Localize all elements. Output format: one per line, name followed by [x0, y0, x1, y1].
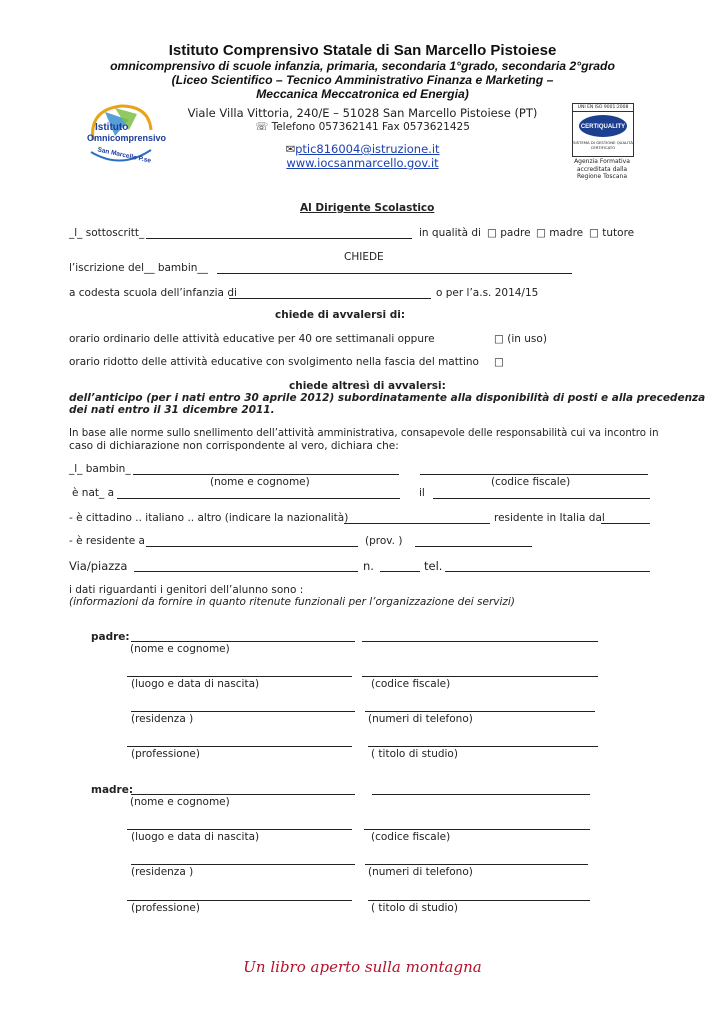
logo-text-3: San Marcello P.se — [96, 146, 152, 165]
madre-cf-field[interactable] — [364, 829, 590, 830]
cert-standard: UNI EN ISO 9001:2008 — [573, 104, 633, 112]
padre-luogo-caption: (luogo e data di nascita) — [131, 678, 260, 690]
scuola-field[interactable] — [229, 298, 431, 299]
madre-cf-caption: (codice fiscale) — [371, 831, 451, 843]
il-label: il — [419, 487, 425, 499]
option-madre[interactable] — [536, 227, 583, 239]
logo-text-2: Omnicomprensivo — [87, 133, 167, 143]
padre-tel-field[interactable] — [365, 711, 595, 712]
residente-italia-field[interactable] — [601, 523, 650, 524]
checkbox-icon[interactable]: □ — [536, 227, 546, 239]
madre-tel-field[interactable] — [365, 864, 588, 865]
bambino-nome-field[interactable] — [133, 474, 399, 475]
genitori-line-2: (informazioni da fornire in quanto ritenute funzionali per l’organizzazione dei servizi) — [69, 596, 515, 608]
bambino-cf-field[interactable] — [420, 474, 648, 475]
option-madre-label: madre — [549, 227, 584, 239]
padre-cf-caption: (codice fiscale) — [371, 678, 451, 690]
school-subtitle-1: omnicomprensivo di scuole infanzia, primaria, secondaria 1°grado, secondaria 2°grado — [110, 59, 615, 73]
option-tutore[interactable] — [589, 227, 634, 239]
numero-label: n. — [363, 559, 374, 573]
school-logo — [85, 100, 167, 170]
checkbox-icon[interactable]: □ — [589, 227, 599, 239]
school-subtitle-2: (Liceo Scientifico – Tecnico Amministrativo Finanza e Marketing – — [171, 73, 554, 87]
certification-logo — [572, 103, 634, 157]
school-website-row — [150, 156, 575, 170]
padre-titolo-caption: ( titolo di studio) — [371, 748, 458, 760]
anticipo-line-2: dei nati entro il 31 dicembre 2011. — [69, 404, 275, 416]
cert-caption: SISTEMA DI GESTIONE QUALITÀ CERTIFICATO — [573, 140, 633, 150]
altresi-heading: chiede altresì di avvalersi: — [289, 380, 446, 392]
madre-professione-field[interactable] — [127, 900, 352, 901]
padre-residenza-caption: (residenza ) — [131, 713, 194, 725]
iscrizione-label: l’iscrizione del__ bambin__ — [69, 262, 208, 274]
padre-extra-field[interactable] — [362, 641, 598, 642]
nato-label: è nat_ a — [72, 487, 115, 499]
norme-line-1: In base alle norme sullo snellimento dell’attività amministrativa, consapevole delle responsabilità cui va incontro in — [69, 428, 659, 439]
prov-field[interactable] — [415, 546, 532, 547]
madre-residenza-caption: (residenza ) — [131, 866, 194, 878]
cert-brand: CERTIQUALITY — [580, 124, 626, 130]
cittadino-label: - è cittadino .. italiano .. altro (indicare la nazionalità) — [69, 512, 349, 524]
orario-ordinario-option[interactable] — [494, 333, 547, 345]
school-email-row — [150, 142, 575, 156]
orario-ridotto-option[interactable] — [494, 356, 504, 368]
padre-luogo-field[interactable] — [127, 676, 352, 677]
padre-titolo-field[interactable] — [368, 746, 598, 747]
option-padre[interactable] — [487, 227, 531, 239]
padre-cf-field[interactable] — [362, 676, 598, 677]
padre-residenza-field[interactable] — [131, 711, 355, 712]
mail-icon: ✉ — [285, 142, 296, 156]
school-title: Istituto Comprensivo Statale di San Marcello Pistoiese — [168, 42, 557, 59]
option-padre-label: padre — [500, 227, 531, 239]
agency-line-2: accreditata dalla — [576, 165, 628, 173]
phone-icon: ☏ — [255, 121, 269, 133]
avvalersi-heading: chiede di avvalersi di: — [275, 309, 406, 321]
madre-residenza-field[interactable] — [131, 864, 355, 865]
nazionalita-field[interactable] — [344, 523, 490, 524]
madre-luogo-field[interactable] — [127, 829, 352, 830]
logo-text-1: Istituto — [95, 122, 129, 133]
padre-label: padre: — [91, 631, 130, 643]
madre-titolo-field[interactable] — [368, 900, 590, 901]
checkbox-icon[interactable]: □ — [494, 356, 504, 368]
anticipo-line-1: dell’anticipo (per i nati entro 30 aprile 2012) subordinatamente alla disponibilità di posti e alla precedenza — [69, 392, 706, 404]
certiquality-icon — [573, 112, 633, 140]
via-label: Via/piazza — [69, 559, 128, 573]
residente-label: - è residente a — [69, 535, 145, 547]
checkbox-icon[interactable]: □ — [494, 333, 504, 345]
anno-label: o per l’a.s. 2014/15 — [436, 287, 539, 299]
qualita-label: in qualità di — [419, 227, 481, 239]
madre-tel-caption: (numeri di telefono) — [368, 866, 473, 878]
madre-label: madre: — [91, 784, 134, 796]
footer-motto: Un libro aperto sulla montagna — [243, 958, 482, 976]
checkbox-icon[interactable]: □ — [487, 227, 497, 239]
scuola-label: a codesta scuola dell’infanzia di — [69, 287, 237, 299]
madre-nome-field[interactable] — [131, 794, 355, 795]
orario-ridotto: orario ridotto delle attività educative con svolgimento nella fascia del mattino — [69, 356, 479, 368]
padre-nome-caption: (nome e cognome) — [130, 643, 230, 655]
madre-titolo-caption: ( titolo di studio) — [371, 902, 458, 914]
school-website-link[interactable]: www.iocsanmarcello.gov.it — [286, 156, 439, 170]
school-phone-fax — [150, 121, 575, 133]
nome-cognome-caption: (nome e cognome) — [210, 476, 310, 488]
recipient: Al Dirigente Scolastico — [300, 202, 435, 214]
residente-italia-label: residente in Italia dal — [494, 512, 605, 524]
codice-fiscale-caption: (codice fiscale) — [491, 476, 571, 488]
nato-data-field[interactable] — [433, 498, 650, 499]
school-address: Viale Villa Vittoria, 240/E – 51028 San Marcello Pistoiese (PT) — [187, 106, 538, 120]
option-tutore-label: tutore — [602, 227, 635, 239]
school-subtitle-3: Meccanica Meccatronica ed Energia) — [256, 87, 469, 101]
padre-nome-field[interactable] — [131, 641, 355, 642]
school-email-link[interactable]: ptic816004@istruzione.it — [295, 142, 440, 156]
bambino-label: _l_ bambin_ — [69, 463, 131, 475]
orario-ordinario: orario ordinario delle attività educative per 40 ore settimanali oppure — [69, 333, 435, 345]
via-field[interactable] — [134, 571, 358, 572]
bambino-field[interactable] — [217, 273, 572, 274]
agency-line-1: Agenzia Formativa — [574, 158, 630, 165]
madre-luogo-caption: (luogo e data di nascita) — [131, 831, 260, 843]
numero-field[interactable] — [380, 571, 420, 572]
sottoscritto-label: _l_ sottoscritt_ — [69, 227, 145, 239]
tel-field[interactable] — [445, 571, 650, 572]
genitori-line-1: i dati riguardanti i genitori dell’alunno sono : — [69, 584, 304, 596]
phone-fax-text: Telefono 057362141 Fax 0573621425 — [271, 121, 470, 133]
residente-field[interactable] — [146, 546, 358, 547]
madre-professione-caption: (professione) — [131, 902, 200, 914]
agency-line-3: Regione Toscana — [576, 173, 628, 180]
sottoscritto-field[interactable] — [146, 238, 412, 239]
nato-luogo-field[interactable] — [117, 498, 400, 499]
agency-text — [560, 158, 644, 181]
padre-professione-caption: (professione) — [131, 748, 200, 760]
chiede-heading: CHIEDE — [344, 251, 384, 263]
madre-extra-field[interactable] — [372, 794, 590, 795]
padre-professione-field[interactable] — [127, 746, 352, 747]
norme-line-2: caso di dichiarazione non corrispondente al vero, dichiara che: — [69, 440, 399, 452]
tel-label: tel. — [424, 559, 443, 573]
prov-label: (prov. ) — [365, 535, 403, 547]
madre-nome-caption: (nome e cognome) — [130, 796, 230, 808]
orario-ordinario-option-label: (in uso) — [507, 333, 547, 345]
padre-tel-caption: (numeri di telefono) — [368, 713, 473, 725]
